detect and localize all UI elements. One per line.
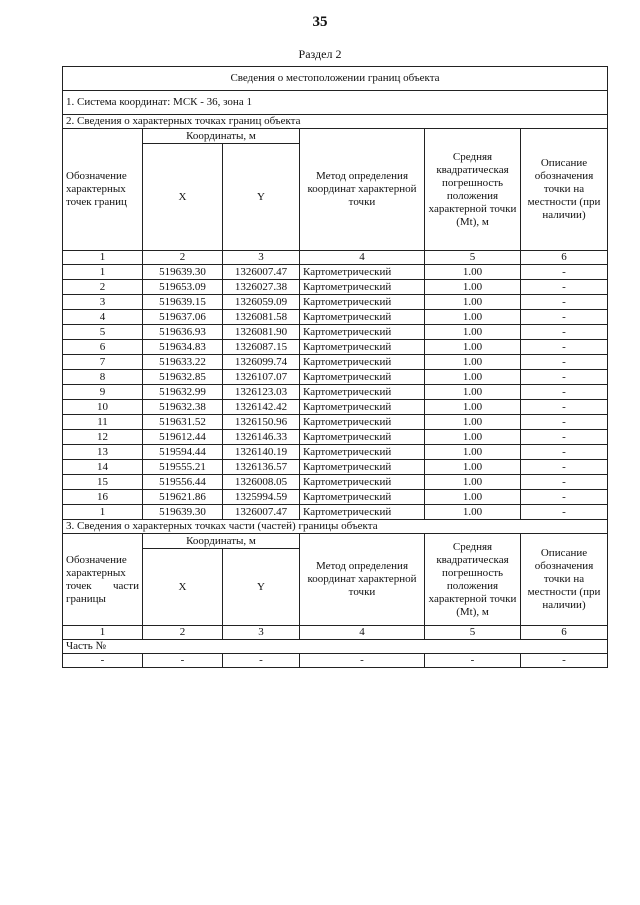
- method: Картометрический: [300, 490, 425, 505]
- column-number: 6: [521, 626, 608, 640]
- point-number: 14: [63, 460, 143, 475]
- table-row: [63, 415, 608, 430]
- method: Картометрический: [300, 370, 425, 385]
- point-number: 1: [63, 265, 143, 280]
- coord-y: 1326140.19: [223, 445, 300, 460]
- description: -: [521, 310, 608, 325]
- coord-y: 1326099.74: [223, 355, 300, 370]
- part-cell: -: [425, 654, 521, 668]
- description: -: [521, 475, 608, 490]
- part-cell: -: [300, 654, 425, 668]
- column-number: 6: [521, 251, 608, 265]
- error: 1.00: [425, 415, 521, 430]
- header-description: Описание обозначения точки на местности (при наличии): [521, 129, 608, 251]
- table-row: [63, 295, 608, 310]
- column-number: 5: [425, 626, 521, 640]
- column-number: 2: [143, 626, 223, 640]
- point-number: 15: [63, 475, 143, 490]
- method: Картометрический: [300, 385, 425, 400]
- header-part-coordinates: Координаты, м: [143, 534, 300, 549]
- description: -: [521, 325, 608, 340]
- column-number: 3: [223, 626, 300, 640]
- description: -: [521, 415, 608, 430]
- table-row: [63, 310, 608, 325]
- error: 1.00: [425, 370, 521, 385]
- description: -: [521, 295, 608, 310]
- coord-x: 519612.44: [143, 430, 223, 445]
- coord-y: 1326081.58: [223, 310, 300, 325]
- description: -: [521, 460, 608, 475]
- table-row: [63, 355, 608, 370]
- coord-y: 1326007.47: [223, 265, 300, 280]
- header-y: Y: [223, 144, 300, 251]
- point-number: 7: [63, 355, 143, 370]
- column-number: 4: [300, 626, 425, 640]
- coord-system: 1. Система координат: МСК - 36, зона 1: [63, 91, 608, 115]
- coord-y: 1326059.09: [223, 295, 300, 310]
- point-number: 12: [63, 430, 143, 445]
- coord-y: 1326107.07: [223, 370, 300, 385]
- coord-x: 519632.38: [143, 400, 223, 415]
- coord-x: 519621.86: [143, 490, 223, 505]
- header-x: X: [143, 144, 223, 251]
- column-number: 1: [63, 626, 143, 640]
- method: Картометрический: [300, 505, 425, 520]
- table-row: [63, 430, 608, 445]
- coord-x: 519637.06: [143, 310, 223, 325]
- error: 1.00: [425, 445, 521, 460]
- coord-y: 1326150.96: [223, 415, 300, 430]
- header-designation: Обозначение характерных точек границ: [63, 129, 143, 251]
- coord-y: 1326142.42: [223, 400, 300, 415]
- method: Картометрический: [300, 265, 425, 280]
- point-number: 3: [63, 295, 143, 310]
- part-cell: -: [143, 654, 223, 668]
- point-number: 11: [63, 415, 143, 430]
- coord-x: 519639.30: [143, 265, 223, 280]
- part-label: Часть №: [63, 640, 608, 654]
- description: -: [521, 430, 608, 445]
- method: Картометрический: [300, 445, 425, 460]
- description: -: [521, 355, 608, 370]
- description: -: [521, 400, 608, 415]
- part-row: [63, 654, 608, 668]
- section2-title: 2. Сведения о характерных точках границ объекта: [63, 115, 608, 129]
- table-title: Сведения о местоположении границ объекта: [63, 67, 608, 91]
- coord-y: 1326136.57: [223, 460, 300, 475]
- coord-y: 1326008.05: [223, 475, 300, 490]
- point-number: 16: [63, 490, 143, 505]
- coord-x: 519555.21: [143, 460, 223, 475]
- method: Картометрический: [300, 295, 425, 310]
- header-part-error: Средняя квадратическая погрешность положения характерной точки (Mt), м: [425, 534, 521, 626]
- point-number: 6: [63, 340, 143, 355]
- coord-x: 519633.22: [143, 355, 223, 370]
- error: 1.00: [425, 505, 521, 520]
- coord-y: 1325994.59: [223, 490, 300, 505]
- header-part-y: Y: [223, 549, 300, 626]
- method: Картометрический: [300, 280, 425, 295]
- error: 1.00: [425, 490, 521, 505]
- method: Картометрический: [300, 310, 425, 325]
- description: -: [521, 445, 608, 460]
- table-row: [63, 505, 608, 520]
- table-row: [63, 340, 608, 355]
- coord-x: 519634.83: [143, 340, 223, 355]
- header-method: Метод определения координат характерной точки: [300, 129, 425, 251]
- description: -: [521, 385, 608, 400]
- part-cell: -: [521, 654, 608, 668]
- header-part-designation: Обозначение характерных точек части границы: [63, 534, 143, 626]
- boundary-table: [62, 66, 608, 668]
- column-numbers-row: [63, 251, 608, 265]
- header-error: Средняя квадратическая погрешность положения характерной точки (Mt), м: [425, 129, 521, 251]
- error: 1.00: [425, 265, 521, 280]
- part-cell: -: [63, 654, 143, 668]
- header-part-x: X: [143, 549, 223, 626]
- error: 1.00: [425, 460, 521, 475]
- column-number: 5: [425, 251, 521, 265]
- error: 1.00: [425, 340, 521, 355]
- coord-y: 1326146.33: [223, 430, 300, 445]
- method: Картометрический: [300, 475, 425, 490]
- table-row: [63, 490, 608, 505]
- method: Картометрический: [300, 460, 425, 475]
- point-number: 4: [63, 310, 143, 325]
- coord-x: 519594.44: [143, 445, 223, 460]
- error: 1.00: [425, 385, 521, 400]
- description: -: [521, 340, 608, 355]
- point-number: 1: [63, 505, 143, 520]
- header-part-method: Метод определения координат характерной точки: [300, 534, 425, 626]
- coord-x: 519639.15: [143, 295, 223, 310]
- column-number: 3: [223, 251, 300, 265]
- error: 1.00: [425, 325, 521, 340]
- table-row: [63, 385, 608, 400]
- column-number: 1: [63, 251, 143, 265]
- coord-y: 1326007.47: [223, 505, 300, 520]
- description: -: [521, 265, 608, 280]
- error: 1.00: [425, 400, 521, 415]
- coord-y: 1326087.15: [223, 340, 300, 355]
- point-number: 5: [63, 325, 143, 340]
- method: Картометрический: [300, 325, 425, 340]
- table-row: [63, 265, 608, 280]
- error: 1.00: [425, 355, 521, 370]
- coord-x: 519631.52: [143, 415, 223, 430]
- error: 1.00: [425, 280, 521, 295]
- table-row: [63, 475, 608, 490]
- table-row: [63, 400, 608, 415]
- coord-x: 519632.85: [143, 370, 223, 385]
- coord-x: 519653.09: [143, 280, 223, 295]
- description: -: [521, 370, 608, 385]
- description: -: [521, 280, 608, 295]
- header-part-description: Описание обозначения точки на местности (при наличии): [521, 534, 608, 626]
- method: Картометрический: [300, 430, 425, 445]
- coord-y: 1326027.38: [223, 280, 300, 295]
- table-row: [63, 445, 608, 460]
- error: 1.00: [425, 475, 521, 490]
- coord-x: 519639.30: [143, 505, 223, 520]
- coord-y: 1326081.90: [223, 325, 300, 340]
- point-number: 2: [63, 280, 143, 295]
- section-title: Раздел 2: [298, 47, 342, 61]
- description: -: [521, 490, 608, 505]
- error: 1.00: [425, 295, 521, 310]
- section3-title: 3. Сведения о характерных точках части (частей) границы объекта: [63, 520, 608, 534]
- point-number: 10: [63, 400, 143, 415]
- table-row: [63, 370, 608, 385]
- table-row: [63, 325, 608, 340]
- error: 1.00: [425, 310, 521, 325]
- part-cell: -: [223, 654, 300, 668]
- coord-x: 519556.44: [143, 475, 223, 490]
- method: Картометрический: [300, 340, 425, 355]
- method: Картометрический: [300, 415, 425, 430]
- error: 1.00: [425, 430, 521, 445]
- description: -: [521, 505, 608, 520]
- point-number: 13: [63, 445, 143, 460]
- coord-x: 519632.99: [143, 385, 223, 400]
- point-number: 9: [63, 385, 143, 400]
- point-number: 8: [63, 370, 143, 385]
- column-number: 2: [143, 251, 223, 265]
- page-number: 35: [312, 14, 328, 30]
- table-row: [63, 280, 608, 295]
- column-number: 4: [300, 251, 425, 265]
- header-coordinates: Координаты, м: [143, 129, 300, 144]
- table-row: [63, 460, 608, 475]
- coord-y: 1326123.03: [223, 385, 300, 400]
- column-numbers-row: [63, 626, 608, 640]
- method: Картометрический: [300, 400, 425, 415]
- coord-x: 519636.93: [143, 325, 223, 340]
- method: Картометрический: [300, 355, 425, 370]
